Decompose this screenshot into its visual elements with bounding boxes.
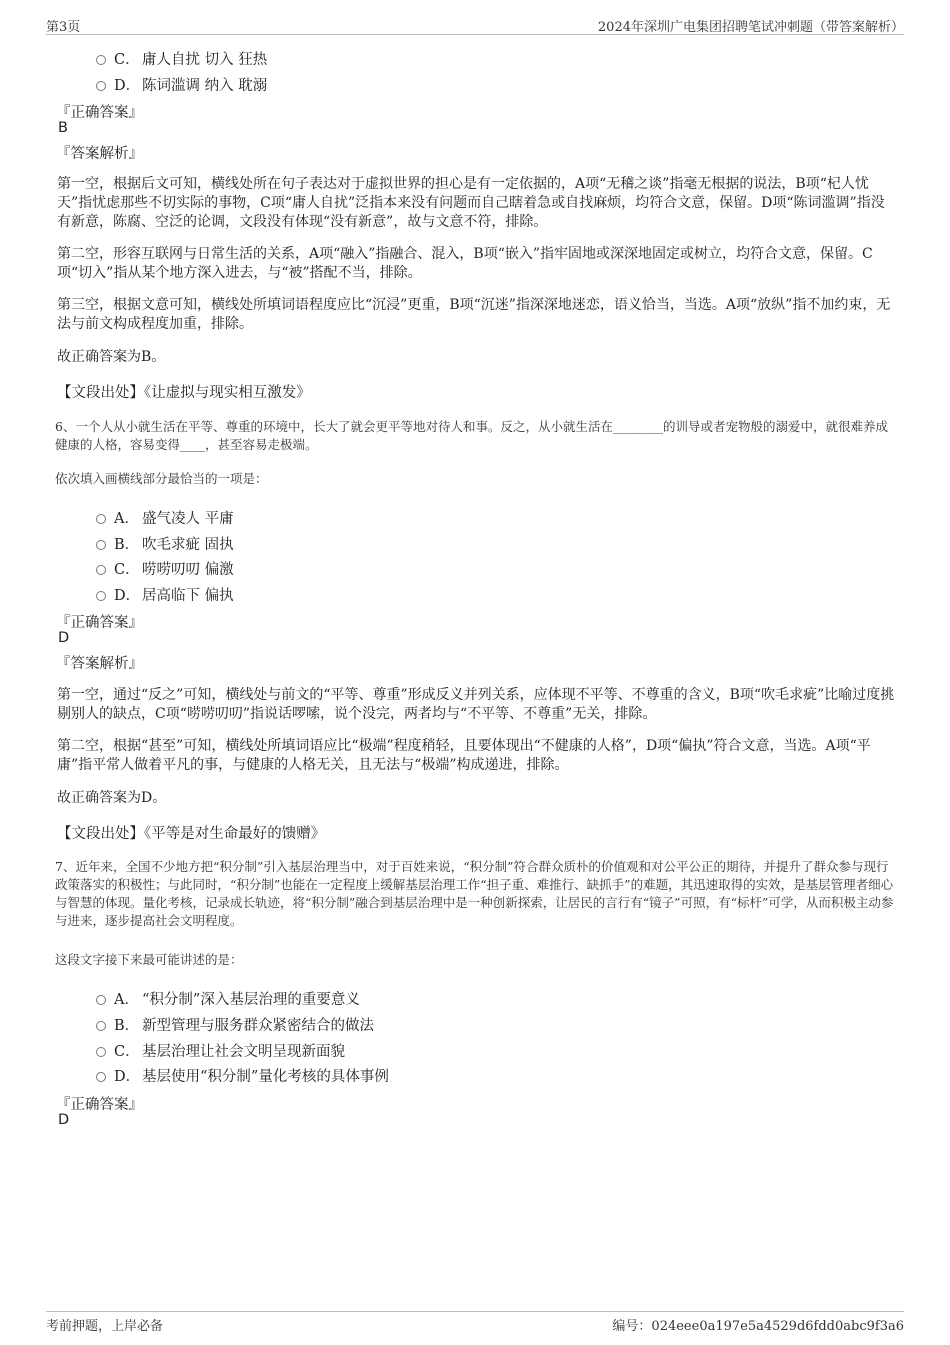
radio-icon[interactable] (96, 995, 106, 1005)
radio-icon[interactable] (96, 591, 106, 601)
option-c[interactable]: C． 基层治理让社会文明呈现新面貌 (96, 1040, 345, 1061)
analysis-conclusion: 故正确答案为D。 (57, 790, 167, 806)
question-stem: 7、近年来，全国不少地方把“积分制”引入基层治理当中，对于百姓来说，“积分制”符合群众质朴的价值观和对公平公正的期待，并提升了群众参与现行政策落实的积极性；与此同时，“积分制”也能在一定程度上缓解基层治理工作“担子重、难推行、缺抓手”的难题，其迅速取得的实效，是基层管理者细心与智慧的体现。量化考核，记录成长轨迹，将“积分制”融合到基层治理中是一种创新探索，让居民的言行有“镜子”可照，有“标杆”可学，从而积极主动参与进来，逐步提高社会文明程度。 (55, 859, 894, 928)
answer-value: D (58, 1112, 70, 1128)
answer-value: B (58, 120, 68, 136)
question-prompt: 这段文字接下来最可能讲述的是： (55, 952, 243, 967)
option-d[interactable]: D． 陈词滥调 纳入 耽溺 (96, 74, 267, 95)
page-number: 第3页 (46, 20, 81, 35)
analysis-paragraph: 第一空，通过“反之”可知，横线处与前文的“平等、尊重”形成反义并列关系，应体现不平等、不尊重的含义，B项“吹毛求疵”比喻过度挑剔别人的缺点，C项“唠唠叨叨”指说话啰嗦，说个没完，两者均与“不平等、不尊重”无关，排除。 (57, 687, 895, 722)
option-d[interactable]: D． 基层使用“积分制”量化考核的具体事例 (96, 1065, 389, 1086)
analysis-paragraph: 第二空，根据“甚至”可知，横线处所填词语应比“极端”程度稍轻，且要体现出“不健康的人格”，D项“偏执”符合文意，当选。A项“平庸”指平常人做着平凡的事，与健康的人格无关，且无法与“极端”构成递进，排除。 (57, 738, 871, 773)
document-title: 2024年深圳广电集团招聘笔试冲刺题（带答案解析） (597, 20, 904, 35)
footer-slogan: 考前押题，上岸必备 (46, 1319, 164, 1334)
option-d[interactable]: D． 居高临下 偏执 (96, 584, 234, 605)
option-c[interactable]: C． 唠唠叨叨 偏激 (96, 558, 234, 579)
passage-source: 【文段出处】《平等是对生命最好的馈赠》 (57, 826, 326, 842)
radio-icon[interactable] (96, 565, 106, 575)
document-code: 编号：024eee0a197e5a4529d6fdd0abc9f3a6 (612, 1319, 904, 1334)
page-footer (46, 1311, 904, 1334)
answer-label: 『正确答案』 (56, 105, 143, 121)
passage-source: 【文段出处】《让虚拟与现实相互激发》 (57, 385, 311, 401)
question-prompt: 依次填入画横线部分最恰当的一项是： (55, 471, 268, 486)
option-b[interactable]: B． 新型管理与服务群众紧密结合的做法 (96, 1014, 374, 1035)
radio-icon[interactable] (96, 55, 106, 65)
option-b[interactable]: B． 吹毛求疵 固执 (96, 533, 234, 554)
page-header (46, 14, 904, 35)
analysis-paragraph: 第二空，形容互联网与日常生活的关系，A项“融入”指融合、混入，B项“嵌入”指牢固地或深深地固定或树立，均符合文意，保留。C项“切入”指从某个地方深入进去，与“被”搭配不当，排除。 (57, 246, 873, 281)
option-c[interactable]: C． 庸人自扰 切入 狂热 (96, 48, 267, 69)
answer-label: 『正确答案』 (56, 615, 143, 631)
question-stem: 6、一个人从小就生活在平等、尊重的环境中，长大了就会更平等地对待人和事。反之，从小就生活在________的训导或者宠物般的溺爱中，就很难养成健康的人格，容易变得____，甚至容易走极端。 (55, 419, 888, 452)
option-a[interactable]: A． 盛气凌人 平庸 (96, 507, 234, 528)
radio-icon[interactable] (96, 1072, 106, 1082)
radio-icon[interactable] (96, 81, 106, 91)
radio-icon[interactable] (96, 1047, 106, 1057)
analysis-label: 『答案解析』 (56, 656, 143, 672)
analysis-label: 『答案解析』 (56, 146, 143, 162)
analysis-paragraph: 第三空，根据文意可知，横线处所填词语程度应比“沉浸”更重，B项“沉迷”指深深地迷恋，语义恰当，当选。A项“放纵”指不加约束，无法与前文构成程度加重，排除。 (57, 297, 891, 332)
option-a[interactable]: A． “积分制”深入基层治理的重要意义 (96, 988, 360, 1009)
analysis-conclusion: 故正确答案为B。 (57, 349, 166, 365)
answer-value: D (58, 630, 70, 646)
radio-icon[interactable] (96, 540, 106, 550)
answer-label: 『正确答案』 (56, 1097, 143, 1113)
analysis-paragraph: 第一空，根据后文可知，横线处所在句子表达对于虚拟世界的担心是有一定依据的，A项“无稽之谈”指毫无根据的说法，B项“杞人忧天”指忧虑那些不切实际的事物，C项“庸人自扰”泛指本来没有问题而自己瞎着急或自找麻烦，均符合文意，保留。D项“陈词滥调”指没有新意，陈腐、空泛的论调，文段没有体现“没有新意”，故与文意不符，排除。 (57, 176, 885, 230)
radio-icon[interactable] (96, 514, 106, 524)
radio-icon[interactable] (96, 1021, 106, 1031)
